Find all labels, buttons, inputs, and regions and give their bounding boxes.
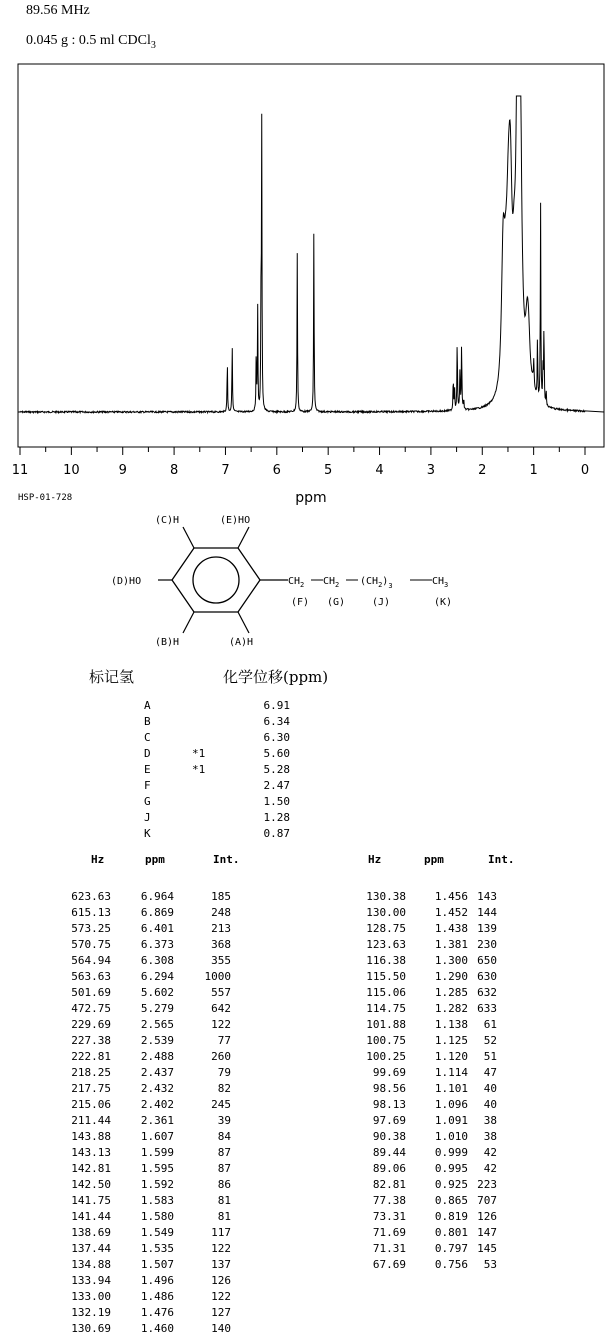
cell-hz: 130.00 xyxy=(366,906,406,919)
cell-ppm: 1.114 xyxy=(434,1066,468,1079)
assignment-row xyxy=(140,698,300,714)
assignment-value: 6.30 xyxy=(263,731,290,744)
x-tick-label: 11 xyxy=(11,463,29,478)
cell-hz: 141.75 xyxy=(71,1194,111,1207)
cell-hz: 98.56 xyxy=(372,1082,406,1095)
cell-ppm: 2.361 xyxy=(140,1114,174,1127)
cell-hz: 99.69 xyxy=(372,1066,406,1079)
cell-int: 140 xyxy=(211,1322,231,1335)
peak-table-right xyxy=(320,852,550,1271)
table-row xyxy=(320,1209,550,1225)
cell-hz: 564.94 xyxy=(71,954,111,967)
table-row xyxy=(55,937,255,953)
table-row xyxy=(320,1049,550,1065)
chain-label-f: (F) xyxy=(291,597,310,608)
cell-hz: 71.69 xyxy=(372,1226,406,1239)
cell-hz: 227.38 xyxy=(71,1034,111,1047)
table-row xyxy=(320,921,550,937)
cell-hz: 67.69 xyxy=(372,1258,406,1271)
assignment-value: 1.50 xyxy=(263,795,290,808)
cell-int: 630 xyxy=(477,970,497,983)
table-row xyxy=(55,1161,255,1177)
cell-hz: 623.63 xyxy=(71,890,111,903)
table-row xyxy=(55,921,255,937)
table-row xyxy=(55,1065,255,1081)
peak-rows-right xyxy=(320,889,550,1273)
bond-c-h xyxy=(183,527,194,548)
cell-hz: 130.38 xyxy=(366,890,406,903)
table-row xyxy=(55,985,255,1001)
assignment-value: 5.60 xyxy=(263,747,290,760)
assignment-label: G xyxy=(144,795,151,808)
cell-int: 42 xyxy=(483,1146,497,1159)
cell-ppm: 1.300 xyxy=(434,954,468,967)
cell-int: 127 xyxy=(211,1306,231,1319)
cell-hz: 570.75 xyxy=(71,938,111,951)
table-row xyxy=(320,937,550,953)
cell-int: 144 xyxy=(477,906,497,919)
chain-j-ch2: $(CH_2)_3$ xyxy=(360,576,393,590)
cell-int: 38 xyxy=(483,1130,497,1143)
table-row xyxy=(320,1161,550,1177)
cell-int: 145 xyxy=(477,1242,497,1255)
cell-int: 40 xyxy=(483,1082,497,1095)
cell-int: 61 xyxy=(483,1018,497,1031)
cell-ppm: 1.583 xyxy=(140,1194,174,1207)
cell-int: 245 xyxy=(211,1098,231,1111)
table-row xyxy=(55,1017,255,1033)
cell-int: 223 xyxy=(477,1178,497,1191)
cell-hz: 82.81 xyxy=(372,1178,406,1191)
cell-ppm: 1.535 xyxy=(140,1242,174,1255)
cell-ppm: 0.797 xyxy=(434,1242,468,1255)
cell-hz: 143.13 xyxy=(71,1146,111,1159)
table-row xyxy=(320,889,550,905)
cell-ppm: 6.869 xyxy=(140,906,174,919)
x-tick-label: 6 xyxy=(272,463,281,478)
cell-hz: 142.81 xyxy=(71,1162,111,1175)
cell-hz: 134.88 xyxy=(71,1258,111,1271)
x-tick-label: 2 xyxy=(478,463,487,478)
cell-hz: 101.88 xyxy=(366,1018,406,1031)
cell-int: 213 xyxy=(211,922,231,935)
cell-ppm: 0.801 xyxy=(434,1226,468,1239)
cell-hz: 501.69 xyxy=(71,986,111,999)
peak-table-left-header xyxy=(55,852,255,868)
cell-ppm: 1.290 xyxy=(434,970,468,983)
assignment-note: *1 xyxy=(192,763,206,776)
table-row xyxy=(320,1065,550,1081)
aromatic-circle xyxy=(193,557,239,603)
table-row xyxy=(55,1321,255,1337)
assignment-label: K xyxy=(144,827,151,840)
label-e-ho: (E)HO xyxy=(220,515,251,526)
cell-ppm: 1.138 xyxy=(434,1018,468,1031)
assignment-value: 6.91 xyxy=(263,699,290,712)
assignment-row xyxy=(140,762,300,778)
assignment-row xyxy=(140,826,300,842)
cell-int: 1000 xyxy=(204,970,231,983)
peak-table-left xyxy=(55,852,255,1335)
table-row xyxy=(320,969,550,985)
bond-a-h xyxy=(238,612,249,633)
cell-ppm: 1.120 xyxy=(434,1050,468,1063)
cell-int: 368 xyxy=(211,938,231,951)
label-d-ho: (D)HO xyxy=(111,576,142,587)
cell-hz: 133.94 xyxy=(71,1274,111,1287)
cell-ppm: 0.995 xyxy=(434,1162,468,1175)
chain-k-ch3: $CH_3$ xyxy=(432,576,449,589)
cell-ppm: 2.437 xyxy=(140,1066,174,1079)
cell-ppm: 1.486 xyxy=(140,1290,174,1303)
cell-hz: 563.63 xyxy=(71,970,111,983)
table-row xyxy=(55,1305,255,1321)
cell-int: 557 xyxy=(211,986,231,999)
table-row xyxy=(55,1225,255,1241)
assignment-label: E xyxy=(144,763,151,776)
cell-int: 137 xyxy=(211,1258,231,1271)
cell-hz: 115.50 xyxy=(366,970,406,983)
table-row xyxy=(55,1193,255,1209)
cell-int: 633 xyxy=(477,1002,497,1015)
table-row xyxy=(55,1257,255,1273)
assignment-row xyxy=(140,778,300,794)
cell-ppm: 1.456 xyxy=(434,890,468,903)
cell-hz: 615.13 xyxy=(71,906,111,919)
table-row xyxy=(320,905,550,921)
table-row xyxy=(55,1097,255,1113)
table-row xyxy=(320,1225,550,1241)
cell-hz: 132.19 xyxy=(71,1306,111,1319)
cell-ppm: 1.125 xyxy=(434,1034,468,1047)
cell-int: 87 xyxy=(217,1162,231,1175)
table-row xyxy=(320,1001,550,1017)
label-b-h: (B)H xyxy=(155,637,180,648)
sample-text: 0.045 g : 0.5 ml CDCl xyxy=(26,33,151,48)
cell-ppm: 5.279 xyxy=(140,1002,174,1015)
assignment-label: C xyxy=(144,731,151,744)
sample-subscript: 3 xyxy=(150,39,156,51)
cell-hz: 100.25 xyxy=(366,1050,406,1063)
label-a-h: (A)H xyxy=(229,637,254,648)
cell-hz: 142.50 xyxy=(71,1178,111,1191)
table-row xyxy=(55,1081,255,1097)
chain-g-ch2: $CH_2$ xyxy=(323,576,340,589)
assignment-value: 5.28 xyxy=(263,763,290,776)
cell-hz: 97.69 xyxy=(372,1114,406,1127)
cell-int: 632 xyxy=(477,986,497,999)
cell-ppm: 0.819 xyxy=(434,1210,468,1223)
cell-int: 355 xyxy=(211,954,231,967)
assignment-label: B xyxy=(144,715,151,728)
cell-ppm: 1.476 xyxy=(140,1306,174,1319)
cell-ppm: 2.432 xyxy=(140,1082,174,1095)
bond-e-ho xyxy=(238,527,249,548)
cell-int: 122 xyxy=(211,1290,231,1303)
table-row xyxy=(320,1113,550,1129)
cell-ppm: 1.549 xyxy=(140,1226,174,1239)
cell-ppm: 0.865 xyxy=(434,1194,468,1207)
x-tick-label: 10 xyxy=(63,463,80,478)
cell-ppm: 1.101 xyxy=(434,1082,468,1095)
assignment-row xyxy=(140,794,300,810)
cell-ppm: 1.452 xyxy=(434,906,468,919)
cell-int: 248 xyxy=(211,906,231,919)
table-row xyxy=(55,1177,255,1193)
table-row xyxy=(320,1177,550,1193)
cell-int: 117 xyxy=(211,1226,231,1239)
cell-int: 53 xyxy=(483,1258,497,1271)
assignment-header-shift: 化学位移(ppm) xyxy=(223,668,329,686)
cell-int: 147 xyxy=(477,1226,497,1239)
cell-ppm: 2.488 xyxy=(140,1050,174,1063)
table-row xyxy=(55,1033,255,1049)
assignment-label: J xyxy=(144,811,151,824)
cell-hz: 77.38 xyxy=(372,1194,406,1207)
cell-int: 122 xyxy=(211,1018,231,1031)
table-row xyxy=(55,905,255,921)
cell-hz: 89.06 xyxy=(372,1162,406,1175)
cell-ppm: 6.401 xyxy=(140,922,174,935)
cell-hz: 115.06 xyxy=(366,986,406,999)
table-row xyxy=(55,1049,255,1065)
cell-int: 51 xyxy=(483,1050,497,1063)
molecule-structure xyxy=(0,505,609,655)
assignment-label: F xyxy=(144,779,151,792)
table-row xyxy=(320,985,550,1001)
peak-rows-left xyxy=(55,889,255,1337)
table-row xyxy=(320,1129,550,1145)
cell-hz: 218.25 xyxy=(71,1066,111,1079)
table-row xyxy=(55,1113,255,1129)
cell-hz: 133.00 xyxy=(71,1290,111,1303)
assignment-row xyxy=(140,746,300,762)
cell-ppm: 2.539 xyxy=(140,1034,174,1047)
table-row xyxy=(320,1081,550,1097)
x-tick-label: 0 xyxy=(580,463,590,478)
cell-int: 260 xyxy=(211,1050,231,1063)
x-tick-label: 5 xyxy=(324,463,333,478)
cell-ppm: 1.599 xyxy=(140,1146,174,1159)
spectrum-trace xyxy=(18,96,604,413)
chain-label-g: (G) xyxy=(327,597,346,608)
cell-int: 42 xyxy=(483,1162,497,1175)
assignment-value: 6.34 xyxy=(263,715,290,728)
assignment-row xyxy=(140,810,300,826)
peak-table-right-header xyxy=(320,852,550,868)
cell-int: 84 xyxy=(217,1130,231,1143)
cell-int: 79 xyxy=(217,1066,231,1079)
cell-int: 52 xyxy=(483,1034,497,1047)
cell-ppm: 6.373 xyxy=(140,938,174,951)
x-axis-ticks xyxy=(20,447,585,455)
table-row xyxy=(55,1241,255,1257)
cell-ppm: 1.091 xyxy=(434,1114,468,1127)
assignment-label: D xyxy=(144,747,151,760)
assignment-header-hydrogen: 标记氢 xyxy=(89,668,135,686)
cell-int: 650 xyxy=(477,954,497,967)
cell-ppm: 6.294 xyxy=(140,970,174,983)
cell-hz: 215.06 xyxy=(71,1098,111,1111)
table-row xyxy=(55,953,255,969)
x-axis-tick-labels xyxy=(12,463,589,478)
cell-ppm: 0.999 xyxy=(434,1146,468,1159)
table-row xyxy=(55,1209,255,1225)
cell-ppm: 1.096 xyxy=(434,1098,468,1111)
cell-int: 139 xyxy=(477,922,497,935)
cell-int: 47 xyxy=(483,1066,497,1079)
col-ppm: ppm xyxy=(424,853,444,866)
cell-int: 39 xyxy=(217,1114,231,1127)
spectrum-code: HSP-01-728 xyxy=(18,493,73,503)
cell-hz: 116.38 xyxy=(366,954,406,967)
cell-ppm: 0.756 xyxy=(434,1258,468,1271)
cell-int: 38 xyxy=(483,1114,497,1127)
cell-int: 642 xyxy=(211,1002,231,1015)
cell-ppm: 5.602 xyxy=(140,986,174,999)
x-tick-label: 8 xyxy=(169,463,179,478)
cell-int: 77 xyxy=(217,1034,231,1047)
cell-ppm: 1.507 xyxy=(140,1258,174,1271)
table-row xyxy=(320,1257,550,1273)
x-tick-label: 1 xyxy=(529,463,538,478)
x-tick-label: 4 xyxy=(375,463,384,478)
cell-ppm: 1.592 xyxy=(140,1178,174,1191)
cell-ppm: 1.381 xyxy=(434,938,468,951)
cell-hz: 98.13 xyxy=(372,1098,406,1111)
cell-int: 81 xyxy=(217,1210,231,1223)
col-hz: Hz xyxy=(368,853,382,866)
table-row xyxy=(320,953,550,969)
table-row xyxy=(320,1017,550,1033)
assignment-table xyxy=(140,698,300,842)
assignment-row xyxy=(140,730,300,746)
cell-int: 86 xyxy=(217,1178,231,1191)
cell-ppm: 2.565 xyxy=(140,1018,174,1031)
chain-label-k: (K) xyxy=(434,597,453,608)
table-row xyxy=(55,889,255,905)
cell-ppm: 1.595 xyxy=(140,1162,174,1175)
table-row xyxy=(320,1033,550,1049)
cell-ppm: 1.580 xyxy=(140,1210,174,1223)
table-row xyxy=(55,1001,255,1017)
cell-hz: 229.69 xyxy=(71,1018,111,1031)
assignment-note: *1 xyxy=(192,747,206,760)
cell-hz: 137.44 xyxy=(71,1242,111,1255)
table-row xyxy=(55,1273,255,1289)
table-row xyxy=(320,1193,550,1209)
cell-ppm: 6.964 xyxy=(140,890,174,903)
nmr-spectrum-chart xyxy=(0,0,609,510)
cell-hz: 89.44 xyxy=(372,1146,406,1159)
cell-hz: 100.75 xyxy=(366,1034,406,1047)
table-row xyxy=(55,1145,255,1161)
cell-hz: 472.75 xyxy=(71,1002,111,1015)
cell-hz: 90.38 xyxy=(372,1130,406,1143)
cell-int: 126 xyxy=(211,1274,231,1287)
cell-hz: 141.44 xyxy=(71,1210,111,1223)
cell-hz: 573.25 xyxy=(71,922,111,935)
cell-hz: 73.31 xyxy=(372,1210,406,1223)
cell-hz: 211.44 xyxy=(71,1114,111,1127)
cell-ppm: 1.460 xyxy=(140,1322,174,1335)
cell-ppm: 2.402 xyxy=(140,1098,174,1111)
cell-ppm: 1.438 xyxy=(434,922,468,935)
col-int: Int. xyxy=(213,853,240,866)
cell-int: 122 xyxy=(211,1242,231,1255)
cell-hz: 217.75 xyxy=(71,1082,111,1095)
cell-ppm: 1.285 xyxy=(434,986,468,999)
cell-int: 126 xyxy=(477,1210,497,1223)
x-tick-label: 3 xyxy=(426,463,436,478)
assignment-value: 0.87 xyxy=(263,827,290,840)
spectrometer-frequency: 89.56 MHz xyxy=(26,3,90,18)
cell-ppm: 1.496 xyxy=(140,1274,174,1287)
cell-int: 143 xyxy=(477,890,497,903)
cell-hz: 222.81 xyxy=(71,1050,111,1063)
table-row xyxy=(320,1097,550,1113)
cell-hz: 71.31 xyxy=(372,1242,406,1255)
col-ppm: ppm xyxy=(145,853,165,866)
assignment-value: 1.28 xyxy=(263,811,290,824)
x-tick-label: 7 xyxy=(221,463,230,478)
cell-ppm: 6.308 xyxy=(140,954,174,967)
cell-int: 230 xyxy=(477,938,497,951)
cell-hz: 143.88 xyxy=(71,1130,111,1143)
cell-int: 87 xyxy=(217,1146,231,1159)
cell-int: 81 xyxy=(217,1194,231,1207)
cell-int: 82 xyxy=(217,1082,231,1095)
col-hz: Hz xyxy=(91,853,105,866)
chain-label-j: (J) xyxy=(372,597,391,608)
assignment-value: 2.47 xyxy=(263,779,290,792)
table-row xyxy=(55,969,255,985)
cell-hz: 123.63 xyxy=(366,938,406,951)
cell-int: 707 xyxy=(477,1194,497,1207)
bond-b-h xyxy=(183,612,194,633)
cell-hz: 128.75 xyxy=(366,922,406,935)
cell-int: 185 xyxy=(211,890,231,903)
table-row xyxy=(320,1145,550,1161)
cell-int: 40 xyxy=(483,1098,497,1111)
col-int: Int. xyxy=(488,853,515,866)
table-row xyxy=(320,1241,550,1257)
chain-f-ch2: $CH_2$ xyxy=(288,576,305,589)
cell-ppm: 0.925 xyxy=(434,1178,468,1191)
table-row xyxy=(55,1289,255,1305)
x-tick-label: 9 xyxy=(118,463,127,478)
label-c-h: (C)H xyxy=(155,515,180,526)
assignment-label: A xyxy=(144,699,151,712)
assignment-row xyxy=(140,714,300,730)
table-row xyxy=(55,1129,255,1145)
cell-ppm: 1.607 xyxy=(140,1130,174,1143)
cell-hz: 130.69 xyxy=(71,1322,111,1335)
cell-ppm: 1.282 xyxy=(434,1002,468,1015)
cell-ppm: 1.010 xyxy=(434,1130,468,1143)
cell-hz: 114.75 xyxy=(366,1002,406,1015)
cell-hz: 138.69 xyxy=(71,1226,111,1239)
x-axis-label: ppm xyxy=(295,490,327,506)
